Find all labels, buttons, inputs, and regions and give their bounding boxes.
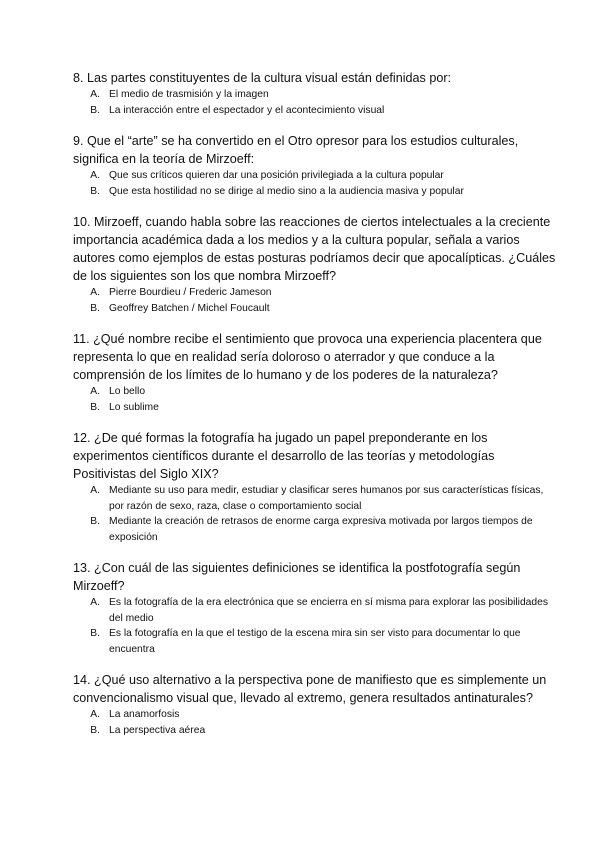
options-list [73, 595, 560, 657]
option-text: El medio de trasmisión y la imagen [109, 89, 269, 100]
option-text: La anamorfosis [109, 709, 180, 720]
option-text: Que sus críticos quieren dar una posición privilegiada a la cultura popular [109, 170, 444, 181]
option-text: Es la fotografía en la que el testigo de la escena mira sin ser visto para documentar lo que encuentra [109, 628, 521, 655]
option-text: Pierre Bourdieu / Frederic Jameson [109, 287, 272, 298]
options-list [73, 483, 560, 545]
option-letter: A. [90, 485, 100, 496]
question-text: 8. Las partes constituyentes de la cultura visual están definidas por: [73, 71, 452, 85]
options-list [73, 707, 560, 738]
option-a [73, 707, 560, 723]
option-text: Mediante su uso para medir, estudiar y clasificar seres humanos por sus características físicas, por razón de sexo, raza, clase o comportamiento social [109, 485, 544, 512]
question-text: 9. Que el “arte” se ha convertido en el Otro opresor para los estudios culturales, significa en la teoría de Mirzoeff: [73, 134, 519, 166]
question-text: 12. ¿De qué formas la fotografía ha jugado un papel preponderante en los experimentos científicos durante el desarrollo de las teorías y metodologías Positivistas del Siglo XIX? [73, 431, 495, 481]
option-letter: A. [90, 89, 100, 100]
option-a [73, 168, 560, 184]
question-text: 13. ¿Con cuál de las siguientes definiciones se identifica la postfotografía según Mirzoeff? [73, 561, 521, 593]
option-letter: B. [90, 104, 100, 116]
options-list [73, 87, 560, 118]
option-text: Lo sublime [109, 401, 159, 413]
option-letter: A. [90, 709, 100, 720]
option-b [73, 184, 560, 200]
option-text: Mediante la creación de retrasos de enorme carga expresiva motivada por largos tiempos de exposición [109, 516, 533, 543]
option-letter: A. [90, 287, 100, 298]
options-list [73, 384, 560, 415]
option-text: Que esta hostilidad no se dirige al medio sino a la audiencia masiva y popular [109, 185, 464, 197]
option-a [73, 595, 560, 626]
option-letter: A. [90, 597, 100, 608]
option-letter: B. [90, 628, 100, 639]
question-14 [73, 671, 560, 738]
option-text: La perspectiva aérea [109, 724, 206, 736]
option-b [73, 103, 560, 119]
option-text: La interacción entre el espectador y el acontecimiento visual [109, 104, 385, 116]
option-text: Lo bello [109, 386, 146, 397]
question-10 [73, 213, 560, 316]
option-b [73, 723, 560, 739]
option-b [73, 514, 560, 545]
options-list [73, 285, 560, 316]
question-11 [73, 330, 560, 415]
question-text: 14. ¿Qué uso alternativo a la perspectiva pone de manifiesto que es simplemente un convencionalismo visual que, llevado al extremo, genera resultados antinaturales? [73, 673, 547, 705]
question-text: 10. Mirzoeff, cuando habla sobre las reacciones de ciertos intelectuales a la creciente importancia académica dada a los medios y a la cultura popular, señala a varios autores como ejemplos de estas posturas podríamos decir que apocalípticas. ¿Cuáles de los siguientes son los que nombra Mirzoeff? [73, 215, 556, 283]
option-letter: B. [90, 516, 100, 527]
option-letter: B. [90, 724, 100, 736]
option-letter: B. [90, 185, 100, 197]
option-b [73, 301, 560, 317]
option-letter: B. [90, 302, 100, 314]
option-text: Geoffrey Batchen / Michel Foucault [109, 302, 270, 314]
question-text: 11. ¿Qué nombre recibe el sentimiento que provoca una experiencia placentera que representa lo que en realidad sería doloroso o aterrador y que conduce a la comprensión de los límites de lo humano y de los poderes de la naturaleza? [73, 332, 542, 382]
option-b [73, 626, 560, 657]
option-b [73, 400, 560, 416]
option-letter: B. [90, 401, 100, 413]
option-text: Es la fotografía de la era electrónica que se encierra en sí misma para explorar las posibilidades del medio [109, 597, 548, 624]
option-letter: A. [90, 386, 100, 397]
option-a [73, 483, 560, 514]
options-list [73, 168, 560, 199]
question-9 [73, 132, 560, 199]
question-8 [73, 69, 560, 118]
question-13 [73, 559, 560, 657]
option-a [73, 285, 560, 301]
option-letter: A. [90, 170, 100, 181]
option-a [73, 384, 560, 400]
option-a [73, 87, 560, 103]
question-12 [73, 429, 560, 545]
